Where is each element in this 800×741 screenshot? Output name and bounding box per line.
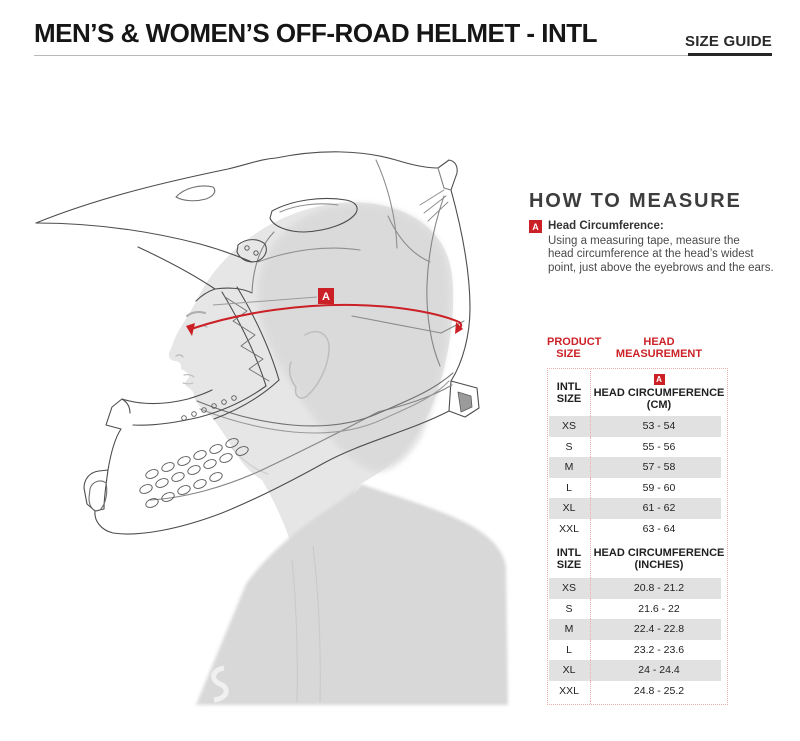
torso-silhouette [196,484,508,705]
svg-text:A: A [322,291,330,303]
head-silhouette [169,202,453,548]
size-guide-tab[interactable]: SIZE GUIDE [684,33,772,50]
intl-size-label: INTL SIZE [556,546,582,571]
instruction-line: head circumference at the head’s widest [548,248,754,261]
size-row-in-m: M 22.4 - 22.8 [548,619,727,640]
instruction-line: point, just above the eyebrows and the ears. [548,261,774,274]
size-row-in-l: L 23.2 - 23.6 [548,640,727,661]
size-table [547,368,728,705]
size-row-in-xl: XL 24 - 24.4 [548,660,727,681]
size-row-in-s: S 21.6 - 22 [548,599,727,620]
size-row-in-xxl: XXL 24.8 - 25.2 [548,681,727,702]
marker-a-badge: A [529,220,542,233]
head-circumference-cm-label: A HEAD CIRCUMFERENCE (CM) [590,369,727,416]
marker-a-diagram [318,288,334,304]
size-row-cm-l: L 59 - 60 [548,478,727,499]
size-row-cm-xs: XS 53 - 54 [548,416,727,437]
size-row-cm-xl: XL 61 - 62 [548,498,727,519]
size-table-column-headers [547,336,728,360]
intl-size-label: INTL SIZE [556,380,582,405]
product-size-column-header: PRODUCT SIZE [547,336,602,360]
size-row-cm-s: S 55 - 56 [548,437,727,458]
instruction-line: Using a measuring tape, measure the [548,235,740,247]
head-measurement-column-header: HEAD MEASUREMENT [615,336,703,360]
table-filler [548,701,727,704]
size-row-cm-xxl: XXL 63 - 64 [548,519,727,540]
size-row-cm-m: M 57 - 58 [548,457,727,478]
page-title: MEN’S & WOMEN’S OFF-ROAD HELMET - INTL [34,18,598,48]
measure-item-instructions [548,235,791,275]
marker-a-badge-table: A [654,374,665,385]
section-header-inches [548,539,727,578]
section-header-cm [548,369,727,416]
header-divider-active-segment [688,53,772,56]
measure-item-head-circumference [529,220,791,275]
how-to-measure-heading: HOW TO MEASURE [529,190,742,212]
head-circumference-inches-label: HEAD CIRCUMFERENCE (INCHES) [590,539,727,578]
size-row-in-xs: XS 20.8 - 21.2 [548,578,727,599]
measure-item-title: Head Circumference: [548,220,664,232]
